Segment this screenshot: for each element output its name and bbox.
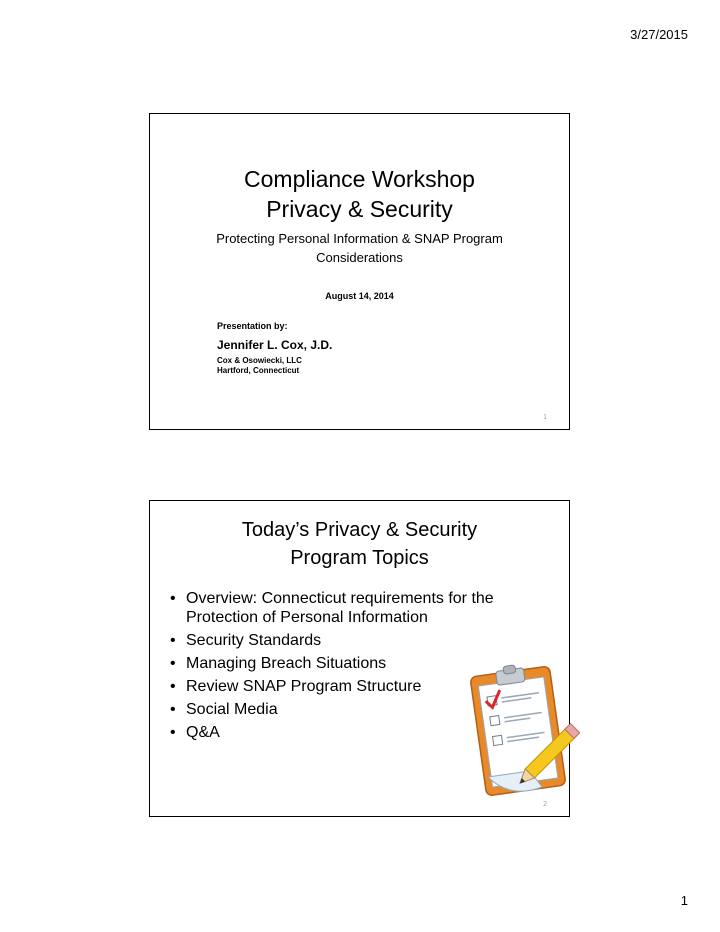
slide-subtitle xyxy=(150,229,569,267)
presentation-date: August 14, 2014 xyxy=(325,291,394,301)
list-item: • Security Standards xyxy=(164,631,564,650)
list-item: • Managing Breach Situations xyxy=(164,654,564,673)
byline-label: Presentation by: xyxy=(217,321,288,331)
presenter-name: Jennifer L. Cox, J.D. xyxy=(217,338,333,352)
title-line-1: Today’s Privacy & Security xyxy=(241,519,478,541)
firm-info xyxy=(217,356,302,376)
slide-number: 1 xyxy=(543,414,547,421)
slide-1 xyxy=(149,113,570,430)
slide-2 xyxy=(149,500,570,817)
slide-number: 2 xyxy=(543,801,547,808)
list-item: • Social Media xyxy=(164,700,564,719)
firm-location: Hartford, Connecticut xyxy=(217,366,300,375)
title-line-2: Privacy & Security xyxy=(266,196,453,222)
slide-title xyxy=(150,164,569,224)
list-item: • Overview: Connecticut requirements for the Protection of Personal Information xyxy=(164,589,564,627)
page-date: 3/27/2015 xyxy=(630,27,688,42)
page-number: 1 xyxy=(680,893,688,908)
subtitle-line-2: Considerations xyxy=(316,250,403,265)
firm-name: Cox & Osowiecki, LLC xyxy=(217,356,302,365)
list-item: • Q&A xyxy=(164,723,564,742)
title-line-1: Compliance Workshop xyxy=(244,166,475,192)
clipboard-checklist-pencil-icon xyxy=(470,659,580,809)
list-item: • Review SNAP Program Structure xyxy=(164,677,564,696)
subtitle-line-1: Protecting Personal Information & SNAP Program xyxy=(216,231,503,246)
slide-title xyxy=(150,516,569,572)
title-line-2: Program Topics xyxy=(290,547,429,569)
